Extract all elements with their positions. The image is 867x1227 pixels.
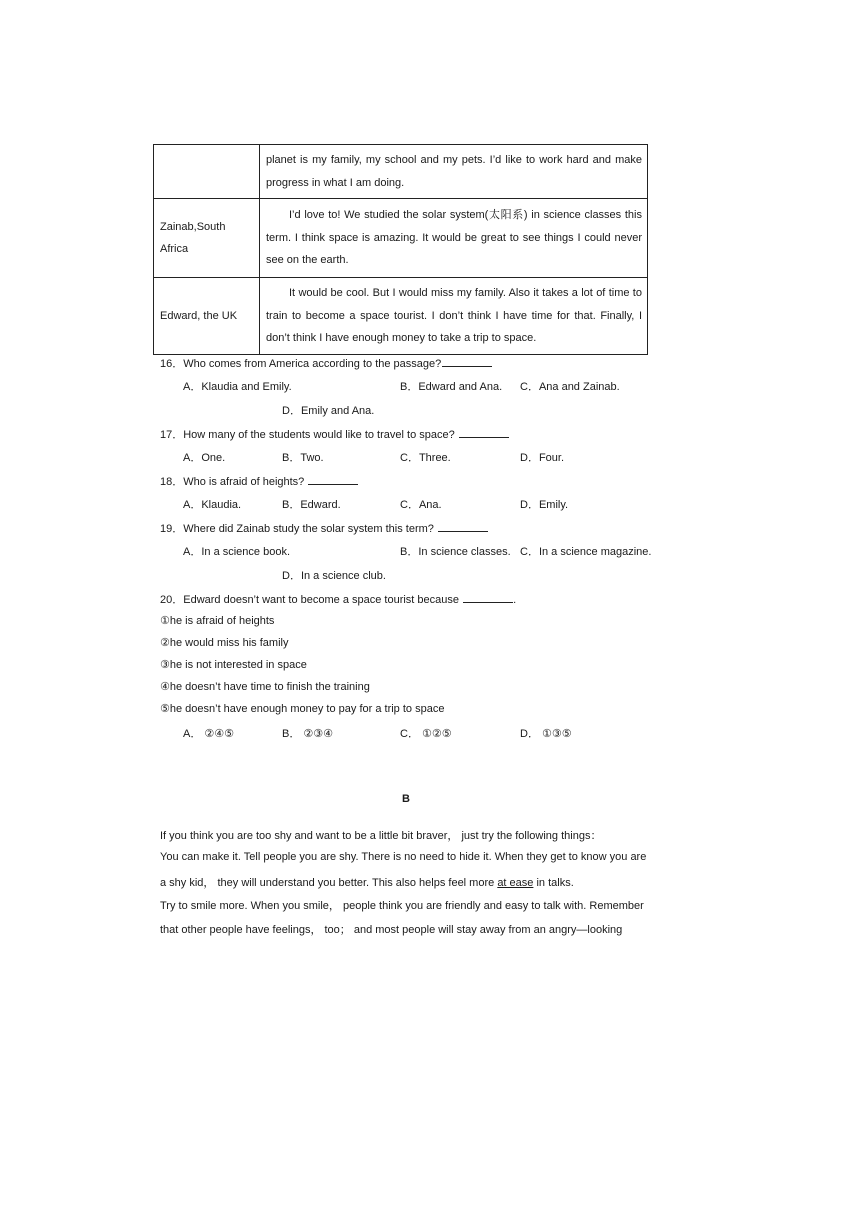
answer-blank: [463, 592, 513, 603]
option-a: A．Klaudia.: [183, 499, 242, 511]
answer-blank: [459, 427, 509, 438]
option-d: D．Emily and Ana.: [282, 405, 375, 417]
passage-line: [160, 874, 574, 890]
question-text: 18．Who is afraid of heights?: [160, 476, 305, 488]
student-opinions-table: [153, 144, 648, 355]
passage-line: that other people have feelings， too； and most people will stay away from an angry—looking: [160, 924, 623, 936]
statement-3: ③he is not interested in space: [160, 659, 307, 671]
option-b: B．Two.: [282, 452, 324, 464]
question-text: 16．Who comes from America according to the passage?: [160, 358, 442, 370]
option-a: A．One.: [183, 452, 226, 464]
passage-text: in talks.: [533, 877, 574, 889]
opinion-text: I’d love to! We studied the solar system(太阳系) in science classes this term. I think space is amazing. It would be great to see things I could never see on the earth.: [266, 209, 642, 267]
question-period: .: [513, 594, 517, 606]
option-d: D．In a science club.: [282, 570, 386, 582]
student-name-cell: [154, 145, 260, 199]
option-b: B．Edward and Ana.: [400, 381, 503, 393]
passage-line: If you think you are too shy and want to be a little bit braver， just try the following things：: [160, 830, 602, 842]
opinion-text: It would be cool. But I would miss my family. Also it takes a lot of time to train to become a space tourist. I don’t think I have time for that. Finally, I don’t think I have enough money to take a trip to space.: [266, 287, 642, 345]
statement-2: ②he would miss his family: [160, 637, 289, 649]
question-19: [160, 520, 488, 536]
student-name-cell: Edward, the UK: [154, 278, 260, 355]
option-d: D．Four.: [520, 452, 565, 464]
section-b-title: B: [402, 793, 410, 805]
option-a: A．Klaudia and Emily.: [183, 381, 292, 393]
table-row: [154, 278, 648, 355]
question-18: [160, 473, 358, 489]
question-text: 20．Edward doesn’t want to become a space tourist because: [160, 594, 460, 606]
option-c: C．Three.: [400, 452, 451, 464]
passage-line: You can make it. Tell people you are shy. There is no need to hide it. When they get to know you are: [160, 851, 647, 863]
student-opinion-cell: [260, 199, 648, 278]
option-c: C．In a science magazine.: [520, 546, 652, 558]
option-d: D． ①③⑤: [520, 728, 572, 740]
underlined-phrase: at ease: [497, 877, 534, 889]
statement-5: ⑤he doesn’t have enough money to pay for a trip to space: [160, 703, 445, 715]
option-b: B．In science classes.: [400, 546, 511, 558]
option-b: B．Edward.: [282, 499, 341, 511]
question-text: 17．How many of the students would like to travel to space?: [160, 429, 455, 441]
passage-text: a shy kid， they will understand you better. This also helps feel more: [160, 877, 498, 889]
student-opinion-cell: planet is my family, my school and my pets. I’d like to work hard and make progress in what I am doing.: [260, 145, 648, 199]
statement-4: ④he doesn’t have time to finish the training: [160, 681, 370, 693]
option-c: C． ①②⑤: [400, 728, 452, 740]
student-opinion-cell: [260, 278, 648, 355]
question-20: [160, 591, 516, 607]
table-row: [154, 199, 648, 278]
option-d: D．Emily.: [520, 499, 569, 511]
answer-blank: [308, 474, 358, 485]
answer-blank: [438, 521, 488, 532]
option-a: A． ②④⑤: [183, 728, 234, 740]
student-name-cell: Zainab,South Africa: [154, 199, 260, 278]
question-17: [160, 426, 509, 442]
table-row: [154, 145, 648, 199]
answer-blank: [442, 356, 492, 367]
passage-line: Try to smile more. When you smile， people think you are friendly and easy to talk with. Remember: [160, 900, 644, 912]
option-a: A．In a science book.: [183, 546, 291, 558]
question-text: 19．Where did Zainab study the solar system this term?: [160, 523, 434, 535]
option-c: C．Ana and Zainab.: [520, 381, 620, 393]
option-c: C．Ana.: [400, 499, 442, 511]
option-b: B． ②③④: [282, 728, 333, 740]
statement-1: ①he is afraid of heights: [160, 615, 275, 627]
question-16: [160, 355, 492, 371]
